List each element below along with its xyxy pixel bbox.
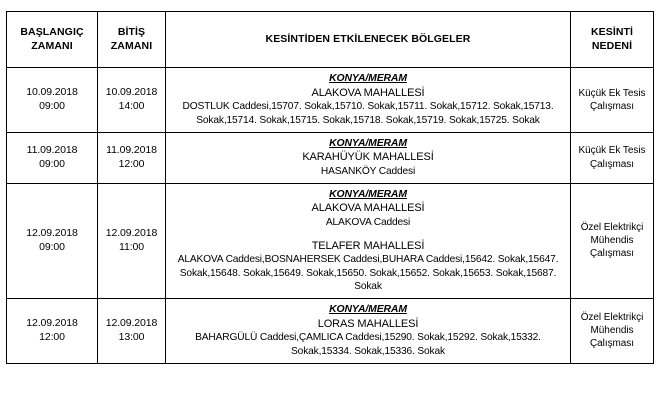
header-start-line2: ZAMANI <box>31 39 73 52</box>
cell-outage-reason: Küçük Ek Tesis Çalışması <box>571 132 654 183</box>
start-date: 11.09.2018 <box>26 144 78 157</box>
column-header-start-time <box>7 12 98 68</box>
outage-schedule-table <box>6 11 654 364</box>
neighborhood-label: ALAKOVA MAHALLESİ <box>311 202 425 215</box>
start-time: 12:00 <box>39 330 65 343</box>
header-end-line2: ZAMANI <box>110 39 153 52</box>
street-list: ALAKOVA Caddesi <box>325 217 411 229</box>
street-list: HASANKÖY Caddesi <box>320 166 416 178</box>
neighborhood-label-secondary: TELAFER MAHALLESİ <box>311 239 425 252</box>
table-header <box>7 12 654 68</box>
cell-affected-areas <box>166 68 571 133</box>
neighborhood-label: LORAS MAHALLESİ <box>317 317 419 330</box>
start-time: 09:00 <box>39 157 65 170</box>
start-time: 09:00 <box>39 99 65 112</box>
table-row <box>7 68 654 133</box>
region-label: KONYA/MERAM <box>329 303 407 315</box>
street-list-secondary: ALAKOVA Caddesi,BOSNAHERSEK Caddesi,BUHARA Caddesi,15642. Sokak,15647. Sokak,15648. Sokak,15649. Sokak,15650. Sokak,15652. Sokak,15653. Sokak,15687. Sokak <box>177 254 559 293</box>
end-time: 13:00 <box>118 330 145 343</box>
street-list: BAHARGÜLÜ Caddesi,ÇAMLICA Caddesi,15290. Sokak,15292. Sokak,15332. Sokak,15334. Sokak,15336. Sokak <box>195 332 541 357</box>
cell-outage-reason: Küçük Ek Tesis Çalışması <box>571 68 654 133</box>
end-date: 10.09.2018 <box>105 86 158 99</box>
header-end-line1: BİTİŞ <box>117 26 146 39</box>
header-reason-line2: NEDENİ <box>591 39 633 52</box>
header-row <box>7 12 654 68</box>
start-date: 10.09.2018 <box>26 86 78 99</box>
table-row <box>7 132 654 183</box>
cell-end-time <box>98 183 166 298</box>
region-label: KONYA/MERAM <box>329 137 407 149</box>
cell-start-time <box>7 68 98 133</box>
cell-start-time <box>7 298 98 363</box>
start-date: 12.09.2018 <box>26 317 78 330</box>
cell-end-time <box>98 298 166 363</box>
end-date: 12.09.2018 <box>105 227 158 240</box>
column-header-end-time <box>98 12 166 68</box>
end-time: 11:00 <box>119 240 144 253</box>
header-start-line1: BAŞLANGIÇ <box>20 26 84 39</box>
cell-start-time <box>7 183 98 298</box>
start-date: 12.09.2018 <box>26 227 78 240</box>
end-time: 12:00 <box>118 157 145 170</box>
neighborhood-label: KARAHÜYÜK MAHALLESİ <box>302 151 434 164</box>
table-body <box>7 68 654 364</box>
region-label: KONYA/MERAM <box>329 73 407 84</box>
end-time: 14:00 <box>118 99 145 112</box>
cell-start-time <box>7 132 98 183</box>
street-list: DOSTLUK Caddesi,15707. Sokak,15710. Sokak,15711. Sokak,15712. Sokak,15713. Sokak,15714. Sokak,15715. Sokak,15718. Sokak,15719. Sokak,15725. Sokak <box>182 101 554 127</box>
end-date: 12.09.2018 <box>105 317 158 330</box>
table-row <box>7 183 654 298</box>
start-time: 09:00 <box>39 240 65 253</box>
neighborhood-label: ALAKOVA MAHALLESİ <box>311 86 425 99</box>
table-row <box>7 298 654 363</box>
block-separator <box>171 230 565 239</box>
cell-affected-areas <box>166 132 571 183</box>
cell-end-time <box>98 68 166 133</box>
cell-affected-areas <box>166 298 571 363</box>
region-label: KONYA/MERAM <box>329 188 407 200</box>
column-header-areas: KESİNTİDEN ETKİLENECEK BÖLGELER <box>166 12 571 68</box>
cell-affected-areas <box>166 183 571 298</box>
cell-outage-reason: Özel Elektrikçi Mühendis Çalışması <box>571 183 654 298</box>
column-header-reason <box>571 12 654 68</box>
end-date: 11.09.2018 <box>106 144 157 157</box>
cell-end-time <box>98 132 166 183</box>
header-reason-line1: KESİNTİ <box>590 26 634 39</box>
cell-outage-reason: Özel Elektrikçi Mühendis Çalışması <box>571 298 654 363</box>
